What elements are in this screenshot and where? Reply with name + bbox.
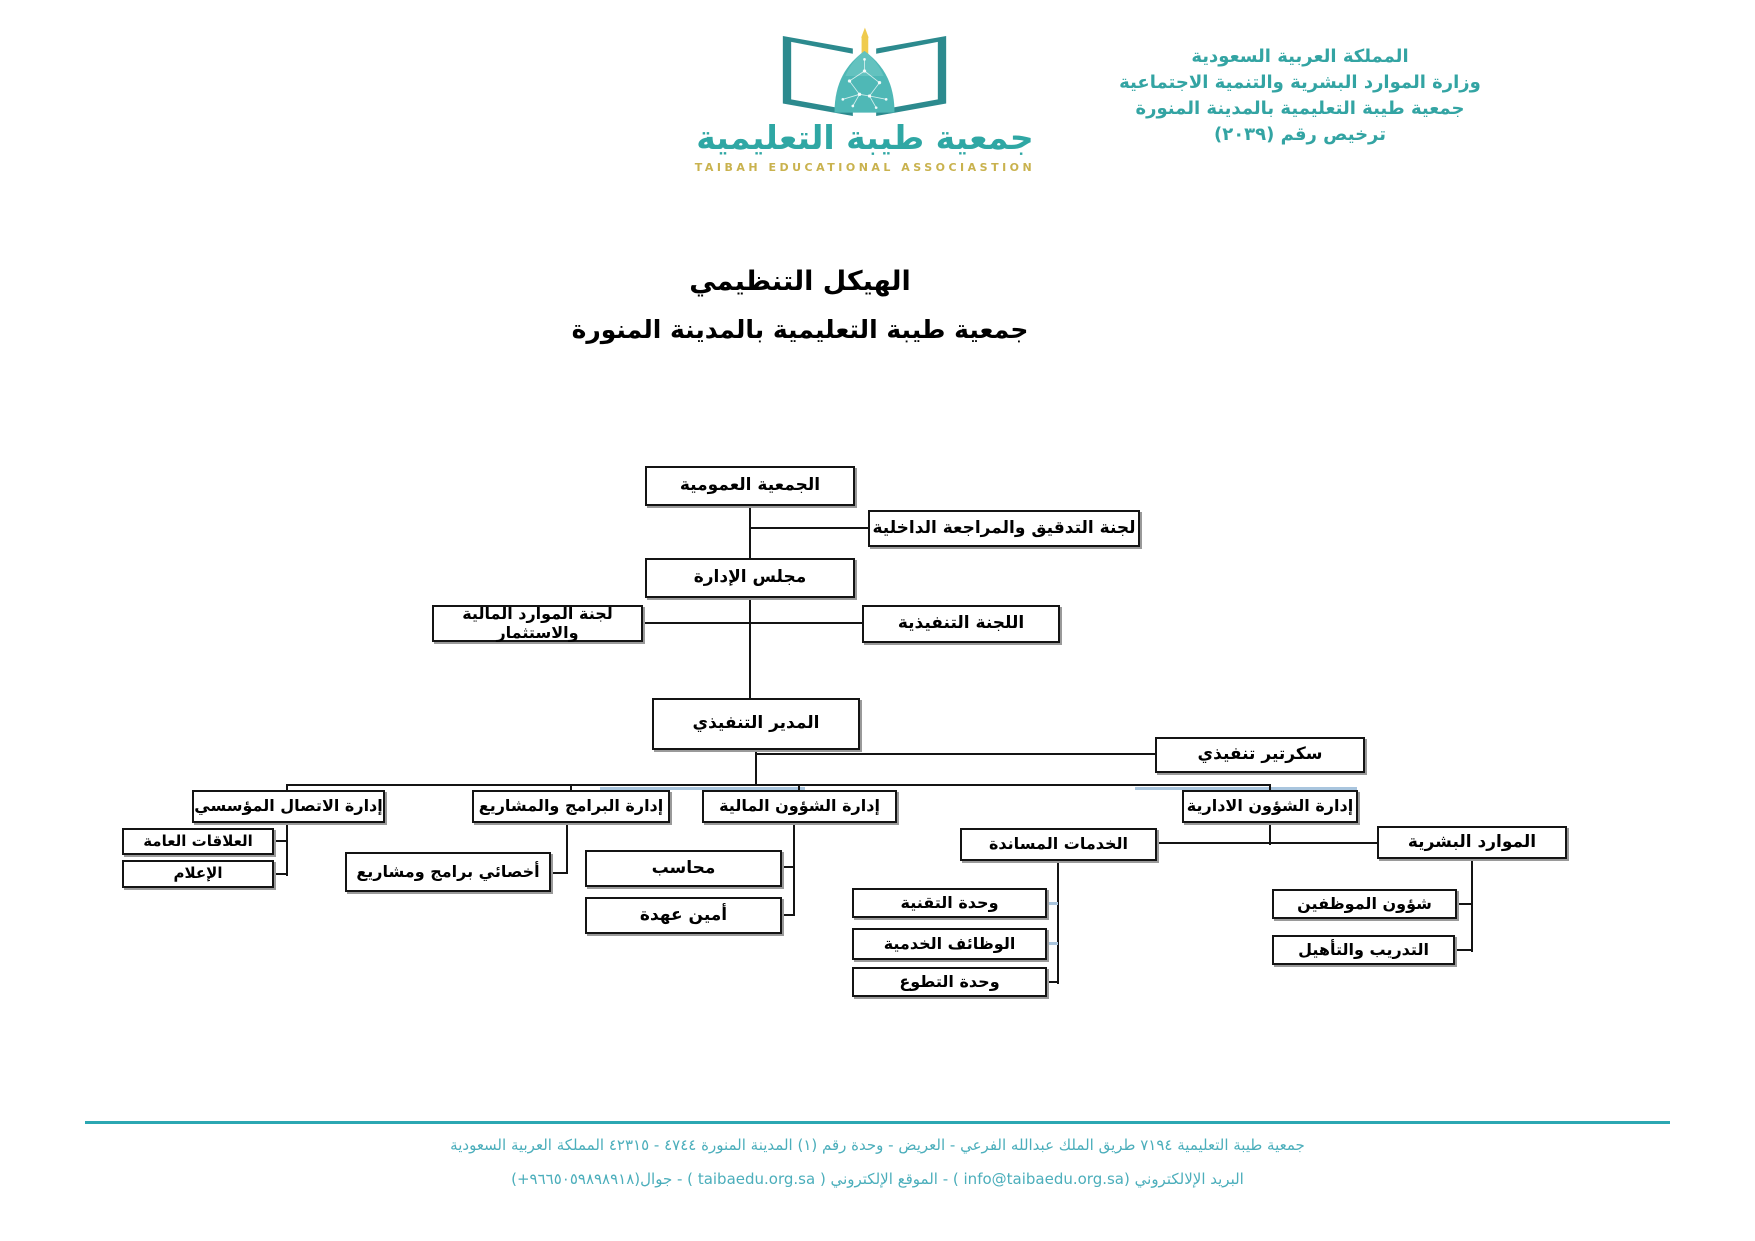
- footer-address: جمعية طيبة التعليمية ٧١٩٤ طريق الملك عبدالله الفرعي - العريض - وحدة رقم (١) المدينة المنورة ٤٧٤٤ - ٤٢٣١٥ المملكة العربية السعودية: [450, 1136, 1305, 1154]
- connector: [793, 823, 795, 916]
- document-subtitle: جمعية طيبة التعليمية بالمدينة المنورة: [571, 315, 1029, 344]
- org-node-support-services: الخدمات المساندة: [960, 828, 1157, 861]
- org-node-human-resources: الموارد البشرية: [1377, 826, 1567, 859]
- connector: [1057, 861, 1059, 984]
- org-node-finance-investment-committee: لجنة الموارد المالية والاستثمار: [432, 605, 643, 642]
- logo-english-name: TAIBAH EDUCATIONAL ASSOCIASTION: [694, 161, 1036, 174]
- connector: [749, 598, 751, 698]
- connector: [551, 872, 568, 874]
- org-node-executive-director: المدير التنفيذي: [652, 698, 860, 750]
- org-node-public-relations: العلاقات العامة: [122, 828, 274, 855]
- org-node-custodian: أمين عهدة: [585, 897, 782, 934]
- connector: [749, 506, 751, 558]
- connector-blue: [1047, 902, 1058, 905]
- org-node-administrative-affairs: إدارة الشؤون الادارية: [1182, 790, 1358, 823]
- authority-line-association: جمعية طيبة التعليمية بالمدينة المنورة: [1135, 98, 1465, 120]
- footer-divider: [85, 1121, 1670, 1124]
- connector: [782, 866, 795, 868]
- connector: [274, 873, 288, 875]
- authority-line-ministry: وزارة الموارد البشرية والتنمية الاجتماعية: [1119, 72, 1481, 94]
- org-node-audit-committee: لجنة التدقيق والمراجعة الداخلية: [868, 510, 1140, 547]
- footer-contacts: البريد الإلالكتروني (info@taibaedu.org.sa ) - الموقع الإلكتروني ( taibaedu.org.sa ) - جوال(٩٦٦٥٠٥٩٨٩٨٩١٨+): [511, 1170, 1244, 1188]
- org-node-financial-affairs: إدارة الشؤون المالية: [702, 790, 897, 823]
- org-node-media: الإعلام: [122, 860, 274, 888]
- org-node-programs-specialist: أخصائي برامج ومشاريع: [345, 852, 551, 892]
- connector: [643, 622, 862, 624]
- connector: [566, 823, 568, 874]
- open-book-dome-minaret-icon: [762, 26, 967, 126]
- org-node-staff-affairs: شؤون الموظفين: [1272, 889, 1457, 919]
- org-node-programs-projects: إدارة البرامج والمشاريع: [472, 790, 670, 823]
- connector: [756, 753, 1155, 755]
- connector: [1455, 949, 1473, 951]
- org-node-accountant: محاسب: [585, 850, 782, 887]
- org-node-technology-unit: وحدة التقنية: [852, 888, 1047, 918]
- logo-arabic-name: جمعية طيبة التعليمية: [696, 118, 1034, 157]
- connector: [1471, 859, 1473, 952]
- org-node-general-assembly: الجمعية العمومية: [645, 466, 855, 506]
- association-logo-icon: [762, 26, 967, 126]
- org-node-training-qualification: التدريب والتأهيل: [1272, 935, 1455, 965]
- connector: [750, 527, 868, 529]
- connector: [1457, 903, 1473, 905]
- connector: [782, 914, 795, 916]
- document-title: الهيكل التنظيمي: [689, 266, 911, 297]
- org-node-corporate-communication: إدارة الاتصال المؤسسي: [192, 790, 385, 823]
- org-node-board: مجلس الإدارة: [645, 558, 855, 598]
- connector: [1157, 842, 1377, 844]
- org-node-executive-committee: اللجنة التنفيذية: [862, 605, 1060, 643]
- connector: [274, 840, 288, 842]
- connector-distribution: [286, 784, 1271, 786]
- authority-line-country: المملكة العربية السعودية: [1191, 46, 1409, 67]
- connector-blue: [1047, 942, 1058, 945]
- authority-line-license: ترخيص رقم (٢٠٣٩): [1213, 124, 1387, 146]
- org-node-executive-secretary: سكرتير تنفيذي: [1155, 737, 1365, 773]
- connector: [755, 750, 757, 786]
- org-node-service-jobs: الوظائف الخدمية: [852, 928, 1047, 960]
- org-node-volunteer-unit: وحدة التطوع: [852, 967, 1047, 997]
- connector: [286, 823, 288, 876]
- authority-header: [1020, 44, 1580, 148]
- connector: [1047, 981, 1059, 983]
